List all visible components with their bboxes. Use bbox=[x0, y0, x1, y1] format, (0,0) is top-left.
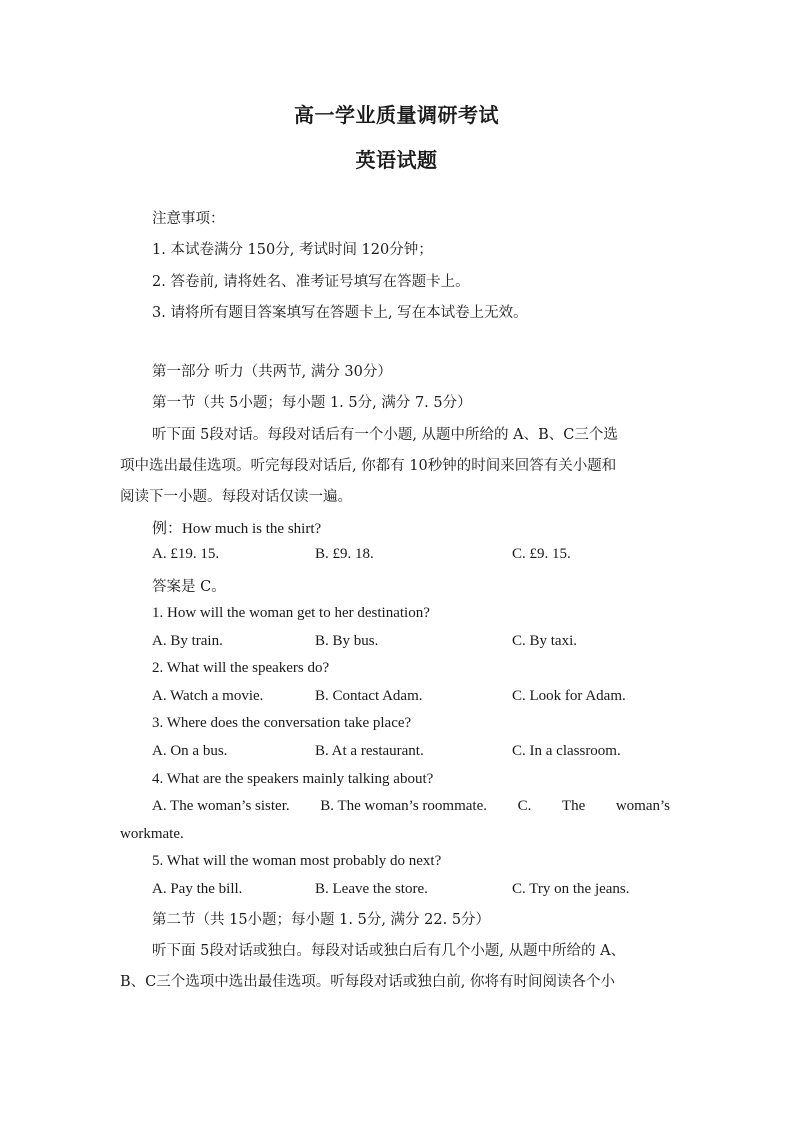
option-a: A. On a bus. bbox=[152, 743, 228, 759]
exam-subtitle: 英语试题 bbox=[355, 148, 438, 172]
option-b: B. At a restaurant. bbox=[315, 743, 424, 759]
section2-instruction: 听下面 5段对话或独白。每段对话或独白后有几个小题, 从题中所给的 A、 bbox=[152, 943, 626, 959]
section1-instruction: 阅读下一小题。每段对话仅读一遍。 bbox=[120, 489, 352, 505]
question-3: 3. Where does the conversation take place? bbox=[152, 715, 412, 731]
section1-instruction: 项中选出最佳选项。听完每段对话后, 你都有 10秒钟的时间来回答有关小题和 bbox=[120, 458, 617, 474]
option-a: A. By train. bbox=[152, 633, 223, 649]
part1-heading: 第一部分 听力（共两节, 满分 30分） bbox=[152, 364, 392, 380]
notes-item: 1. 本试卷满分 150分, 考试时间 120分钟； bbox=[152, 242, 433, 258]
question-2: 2. What will the speakers do? bbox=[152, 660, 330, 676]
option-c-text: The bbox=[561, 798, 586, 814]
option-c: C. Try on the jeans. bbox=[512, 881, 630, 897]
option-c: C. In a classroom. bbox=[512, 743, 621, 759]
section2-instruction: B、C三个选项中选出最佳选项。听每段对话或独白前, 你将有时间阅读各个小 bbox=[120, 974, 615, 990]
question-1: 1. How will the woman get to her destination? bbox=[152, 605, 430, 621]
option-b: B. The woman’s roommate. bbox=[320, 798, 487, 814]
notes-item: 3. 请将所有题目答案填写在答题卡上, 写在本试卷上无效。 bbox=[152, 305, 528, 321]
question-4: 4. What are the speakers mainly talking about? bbox=[152, 771, 434, 787]
option-b: B. Leave the store. bbox=[315, 881, 428, 897]
option-b: B. By bus. bbox=[315, 633, 379, 649]
option-b: B. Contact Adam. bbox=[315, 688, 423, 704]
section1-heading: 第一节（共 5小题；每小题 1. 5分, 满分 7. 5分） bbox=[152, 395, 472, 411]
option-c: C. Look for Adam. bbox=[512, 688, 626, 704]
option-a: A. The woman’s sister. bbox=[152, 798, 290, 814]
exam-title: 高一学业质量调研考试 bbox=[294, 103, 499, 127]
section1-instruction: 听下面 5段对话。每段对话后有一个小题, 从题中所给的 A、B、C三个选 bbox=[152, 427, 618, 443]
option-c: C. bbox=[517, 798, 532, 814]
option-b: B. £9. 18. bbox=[315, 546, 374, 562]
option-c-text: woman’s bbox=[615, 798, 670, 814]
notes-heading: 注意事项： bbox=[152, 211, 225, 227]
option-a: A. £19. 15. bbox=[152, 546, 220, 562]
option-c-wrap: workmate. bbox=[120, 826, 184, 842]
example-question: 例：How much is the shirt? bbox=[152, 521, 322, 537]
question-5: 5. What will the woman most probably do next? bbox=[152, 853, 442, 869]
notes-item: 2. 答卷前, 请将姓名、准考证号填写在答题卡上。 bbox=[152, 274, 470, 290]
option-a: A. Watch a movie. bbox=[152, 688, 264, 704]
example-answer: 答案是 C。 bbox=[152, 579, 226, 595]
option-c: C. By taxi. bbox=[512, 633, 578, 649]
option-c: C. £9. 15. bbox=[512, 546, 571, 562]
question-4-options bbox=[152, 798, 670, 815]
section2-heading: 第二节（共 15小题；每小题 1. 5分, 满分 22. 5分） bbox=[152, 912, 491, 928]
option-a: A. Pay the bill. bbox=[152, 881, 243, 897]
